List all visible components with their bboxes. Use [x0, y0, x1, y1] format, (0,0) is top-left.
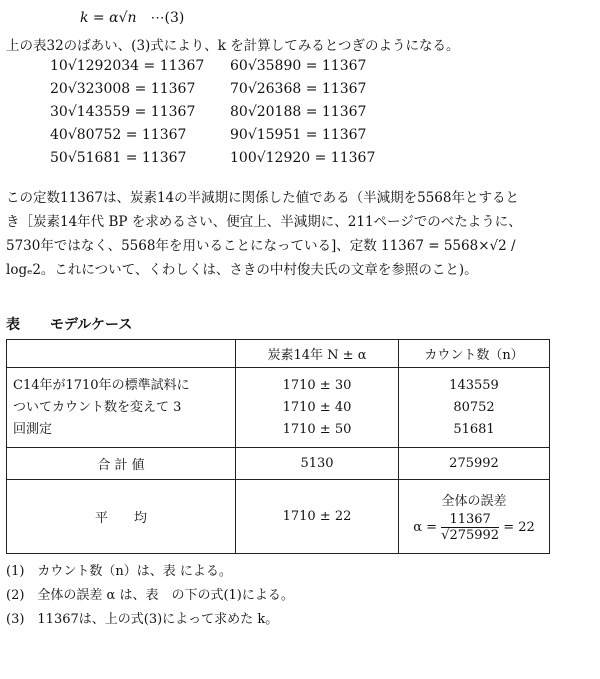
equation-list: [50, 58, 470, 173]
table-title: [6, 314, 132, 334]
error-fraction: [441, 512, 499, 543]
year-value: 1710 ± 30: [282, 377, 352, 393]
table-row: [7, 368, 550, 448]
average-years: 1710 ± 22: [236, 480, 399, 554]
count-value: 143559: [449, 377, 499, 393]
row-years: [236, 368, 399, 448]
total-row: [7, 448, 550, 480]
formula-text: k = α√n: [80, 10, 137, 26]
average-label: 平 均: [7, 480, 236, 554]
row-label-line: C14年が1710年の標準試料に: [13, 377, 190, 393]
equation-left: 50√51681 = 11367: [50, 150, 187, 166]
total-label: 合 計 値: [7, 448, 236, 480]
count-value: 80752: [453, 399, 495, 415]
error-formula: [405, 512, 543, 543]
formula-ref: ⋯(3): [150, 10, 185, 26]
equation-right: 100√12920 = 11367: [230, 150, 376, 166]
row-counts: [399, 368, 550, 448]
row-label-line: ついてカウント数を変えて 3: [13, 399, 182, 415]
paragraph-line: logₑ2。これについて、くわしくは、さきの中村俊夫氏の文章を参照のこと)。: [6, 262, 478, 278]
paragraph-line: 5730年ではなく、5568年を用いることになっている]、定数 11367 = 5568×√2 /: [6, 238, 516, 254]
note-item: (2) 全体の誤差 α は、表 の下の式(1)による。: [6, 588, 294, 603]
error-denominator: √275992: [441, 528, 500, 543]
error-numerator: 11367: [441, 512, 499, 528]
average-error: [399, 480, 550, 554]
equation-left: 40√80752 = 11367: [50, 127, 187, 143]
note-item: (1) カウント数（n）は、表 による。: [6, 564, 232, 579]
error-lhs: α =: [413, 520, 438, 535]
note-item: (3) 11367は、上の式(3)によって求めた k。: [6, 612, 279, 627]
model-case-table: [6, 339, 550, 554]
equation-left: 10√1292034 = 11367: [50, 58, 205, 74]
paragraph-line: き［炭素14年代 BP を求めるさい、便宜上、半減期に、211ページでのべたように、: [6, 214, 522, 230]
equation-row: [50, 150, 470, 173]
row-label: [7, 368, 236, 448]
table-name: モデルケース: [50, 317, 133, 333]
equation-row: [50, 104, 470, 127]
paragraph-line: この定数11367は、炭素14の半減期に関係した値である（半減期を5568年とすると: [6, 190, 519, 206]
header-blank: [7, 340, 236, 368]
year-value: 1710 ± 50: [282, 421, 352, 437]
equation-right: 90√15951 = 11367: [230, 127, 367, 143]
total-counts: 275992: [399, 448, 550, 480]
row-label-line: 回測定: [13, 421, 53, 437]
header-years: 炭素14年 N ± α: [236, 340, 399, 368]
equation-right: 70√26368 = 11367: [230, 81, 367, 97]
equation-left: 20√323008 = 11367: [50, 81, 196, 97]
equation-row: [50, 127, 470, 150]
table-label: 表: [6, 317, 20, 333]
total-years: 5130: [236, 448, 399, 480]
formula-3: [80, 10, 184, 26]
error-rhs: = 22: [503, 520, 535, 535]
year-value: 1710 ± 40: [282, 399, 352, 415]
header-counts: カウント数（n）: [399, 340, 550, 368]
equation-left: 30√143559 = 11367: [50, 104, 196, 120]
table-header-row: [7, 340, 550, 368]
table-notes: [6, 560, 294, 632]
count-value: 51681: [453, 421, 495, 437]
equation-row: [50, 58, 470, 81]
average-row: [7, 480, 550, 554]
equation-right: 80√20188 = 11367: [230, 104, 367, 120]
error-title: 全体の誤差: [441, 494, 507, 509]
explanation-paragraph: [6, 186, 594, 282]
equation-right: 60√35890 = 11367: [230, 58, 367, 74]
equation-row: [50, 81, 470, 104]
intro-text: 上の表32のばあい、(3)式により、k を計算してみるとつぎのようになる。: [6, 38, 460, 54]
